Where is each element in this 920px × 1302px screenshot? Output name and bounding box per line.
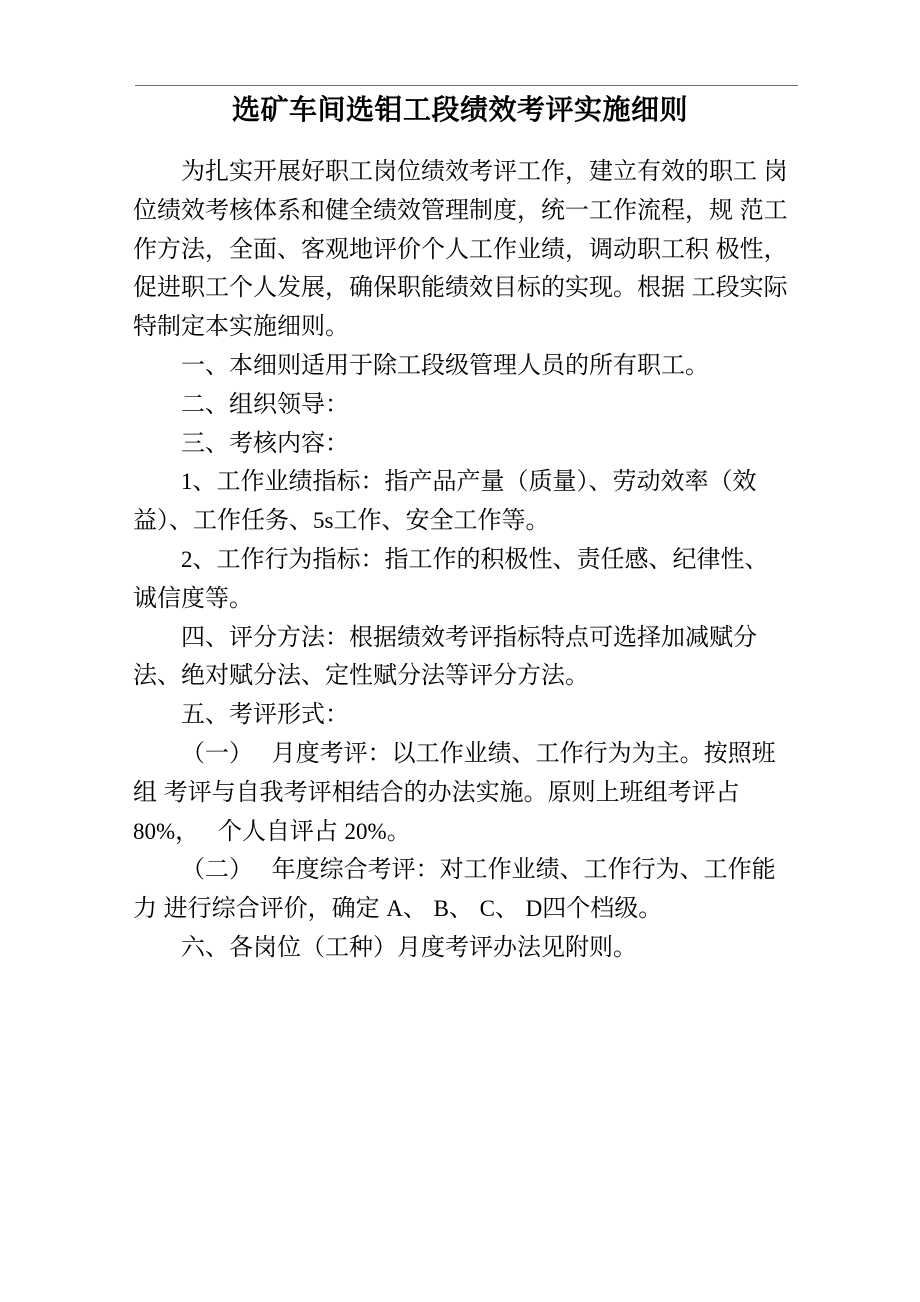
text-line: 一、本细则适用于除工段级管理人员的所有职工。 [181, 351, 709, 379]
text-line: 作方法，全面、客观地评价个人工作业绩，调动职工积 极性， [133, 235, 788, 263]
document-title: 选矿车间选钼工段绩效考评实施细则 [231, 94, 688, 125]
text-line: 法、绝对赋分法、定性赋分法等评分方法。 [133, 662, 589, 690]
text-line: 1、工作业绩指标：指产品产量（质量）、劳动效率（效 [181, 468, 757, 496]
latin-text: 5s [313, 508, 334, 534]
text-line: 五、考评形式： [181, 701, 349, 729]
text-line: 特制定本实施细则。 [133, 313, 349, 341]
latin-text: C [479, 896, 495, 922]
header-rule-divider [135, 85, 798, 86]
text-line: 80%， 个人自评占 20%。 [133, 817, 411, 845]
text-line: 为扎实开展好职工岗位绩效考评工作，建立有效的职工 岗 [181, 158, 788, 185]
text-line: 诚信度等。 [133, 584, 253, 612]
text-line: 位绩效考核体系和健全绩效管理制度，统一工作流程，规 范工 [133, 196, 788, 224]
text-line: 二、组织领导： [181, 390, 349, 418]
text-line: 三、考核内容： [181, 429, 349, 457]
text-line: 力 进行综合评价，确定 A、 B、 C、 D四个档级。 [133, 895, 663, 923]
latin-text: B [433, 896, 449, 922]
text-line: 2、工作行为指标：指工作的积极性、责任感、纪律性、 [181, 545, 769, 573]
latin-text: 1 [181, 469, 193, 495]
text-line: 六、各岗位（工种）月度考评办法见附则。 [181, 933, 637, 961]
text-line: 四、评分方法：根据绩效考评指标特点可选择加减赋分 [181, 623, 757, 651]
latin-text: D [525, 896, 543, 922]
text-line: （二） 年度综合考评：对工作业绩、工作行为、工作能 [181, 856, 776, 884]
latin-text: 80% [133, 818, 176, 844]
text-line: 组 考评与自我考评相结合的办法实施。原则上班组考评占 [133, 778, 740, 806]
latin-text: A [386, 896, 403, 922]
text-line: 促进职工个人发展，确保职能绩效目标的实现。根据 工段实际 [133, 274, 788, 302]
latin-text: 20% [344, 818, 387, 844]
text-line: （一） 月度考评：以工作业绩、工作行为为主。按照班 [181, 739, 776, 767]
document-body [133, 153, 803, 968]
latin-text: 2 [181, 546, 193, 572]
text-line: 益）、工作任务、5s工作、安全工作等。 [133, 507, 550, 535]
